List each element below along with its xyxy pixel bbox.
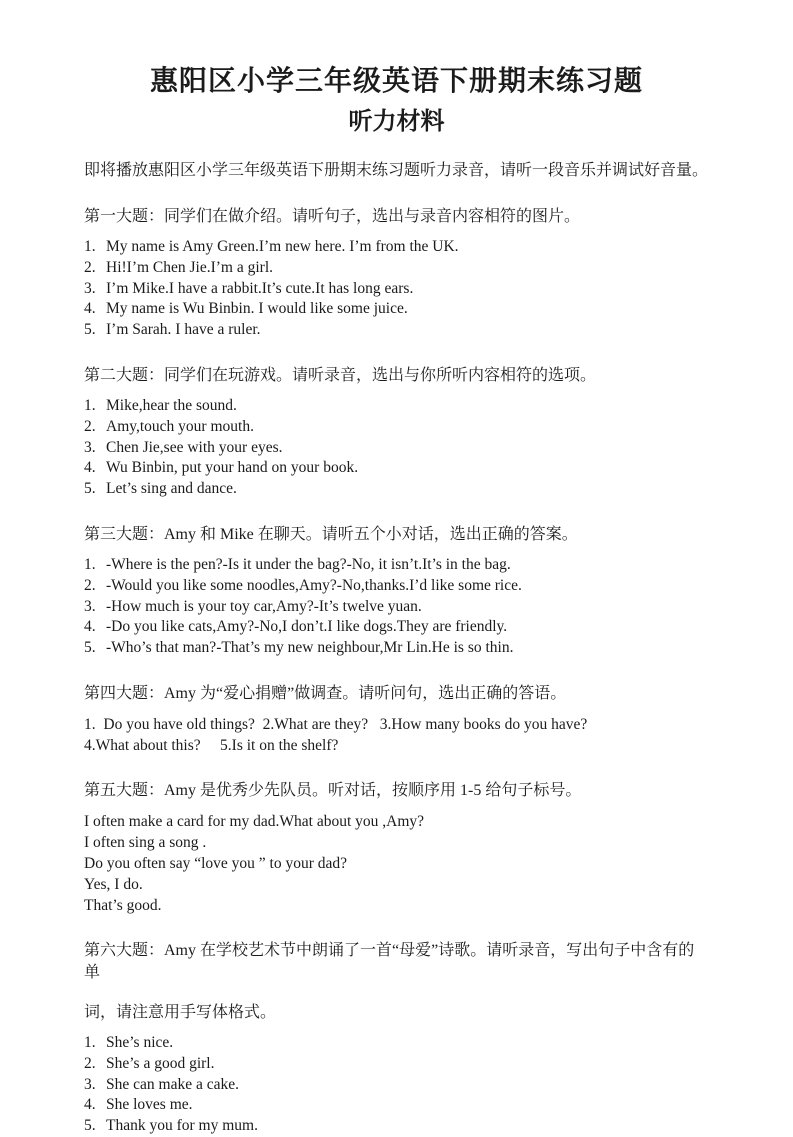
list-item-text: -Would you like some noodles,Amy?-No,thanks.I’d like some rice. [106, 576, 522, 594]
list-item-text: Thank you for my mum. [106, 1117, 258, 1135]
intro-paragraph: 即将播放惠阳区小学三年级英语下册期末练习题听力录音，请听一段音乐并调试好音量。 [84, 162, 709, 179]
list-item-number: 2. [84, 258, 96, 276]
list-item [84, 438, 709, 459]
list-item-number: 1. [84, 1033, 96, 1051]
list-item-number: 5. [84, 639, 96, 657]
dialog-line: Yes, I do. [84, 875, 143, 893]
list-item-number: 2. [84, 417, 96, 435]
list-item [84, 1095, 709, 1116]
section-5-heading: 第五大题：Amy 是优秀少先队员。听对话，按顺序用 1-5 给句子标号。 [84, 781, 582, 799]
list-item [84, 299, 709, 320]
section-3 [84, 524, 709, 659]
list-item-text: She’s nice. [106, 1033, 174, 1051]
list-item-text: Amy,touch your mouth. [106, 417, 254, 435]
list-item-number: 3. [84, 597, 96, 615]
question-line: 1. Do you have old things? 2.What are they? 3.How many books do you have? [84, 715, 588, 733]
list-item [84, 258, 709, 279]
list-item [84, 417, 709, 438]
list-item [84, 638, 709, 659]
list-item-text: Mike,hear the sound. [106, 396, 237, 414]
section-5-lines [84, 811, 709, 916]
dialog-line: I often make a card for my dad.What about you ,Amy? [84, 812, 425, 830]
section-2-list [84, 396, 709, 500]
section-6-heading-line-1: 第六大题：Amy 在学校艺术节中朗诵了一首“母爱”诗歌。请听录音，写出句子中含有的单 [84, 941, 695, 981]
list-item-number: 5. [84, 321, 96, 339]
list-item-text: My name is Wu Binbin. I would like some juice. [106, 300, 408, 318]
section-5 [84, 780, 709, 916]
list-item-number: 4. [84, 618, 96, 636]
list-item [84, 555, 709, 576]
list-item-text: She loves me. [106, 1096, 193, 1114]
list-item-text: -Where is the pen?-Is it under the bag?-No, it isn’t.It’s in the bag. [106, 555, 511, 573]
list-item-number: 4. [84, 300, 96, 318]
list-item-number: 3. [84, 1075, 96, 1093]
list-item-number: 1. [84, 396, 96, 414]
page-subtitle: 听力材料 [348, 108, 445, 135]
dialog-line: I often sing a song . [84, 833, 207, 851]
section-6 [84, 940, 709, 1137]
list-item-text: Let’s sing and dance. [106, 480, 237, 498]
section-1 [84, 206, 709, 341]
list-item-text: Chen Jie,see with your eyes. [106, 438, 283, 456]
list-item-number: 3. [84, 438, 96, 456]
list-item-number: 1. [84, 555, 96, 573]
list-item-text: -Who’s that man?-That’s my new neighbour,Mr Lin.He is so thin. [106, 639, 514, 657]
section-3-list [84, 555, 709, 659]
section-4-lines [84, 714, 709, 756]
dialog-line: That’s good. [84, 896, 162, 914]
list-item-number: 2. [84, 576, 96, 594]
list-item [84, 1075, 709, 1096]
list-item-text: My name is Amy Green.I’m new here. I’m from the UK. [106, 238, 459, 255]
list-item-text: -How much is your toy car,Amy?-It’s twelve yuan. [106, 597, 422, 615]
list-item-number: 5. [84, 1117, 96, 1135]
list-item-text: She can make a cake. [106, 1075, 239, 1093]
list-item-text: She’s a good girl. [106, 1054, 215, 1072]
list-item-number: 1. [84, 238, 96, 255]
list-item-number: 4. [84, 1096, 96, 1114]
list-item-text: -Do you like cats,Amy?-No,I don’t.I like dogs.They are friendly. [106, 618, 508, 636]
list-item [84, 396, 709, 417]
list-item-text: Wu Binbin, put your hand on your book. [106, 459, 359, 477]
question-line: 4.What about this? 5.Is it on the shelf? [84, 736, 339, 754]
section-4 [84, 683, 709, 756]
list-item [84, 320, 709, 341]
section-1-heading: 第一大题：同学们在做介绍。请听句子，选出与录音内容相符的图片。 [84, 208, 581, 225]
list-item-number: 5. [84, 480, 96, 498]
section-2 [84, 365, 709, 500]
list-item [84, 458, 709, 479]
section-4-heading: 第四大题：Amy 为“爱心捐赠”做调查。请听问句，选出正确的答语。 [84, 684, 567, 702]
section-6-list [84, 1033, 709, 1137]
list-item-text: I’m Mike.I have a rabbit.It’s cute.It has long ears. [106, 279, 414, 297]
dialog-line: Do you often say “love you ” to your dad? [84, 854, 348, 872]
list-item [84, 279, 709, 300]
list-item [84, 479, 709, 500]
list-item-number: 3. [84, 279, 96, 297]
list-item-number: 2. [84, 1054, 96, 1072]
list-item-number: 4. [84, 459, 96, 477]
list-item [84, 237, 709, 258]
list-item [84, 576, 709, 597]
section-6-heading-line-2: 词，请注意用手写体格式。 [84, 1003, 277, 1021]
list-item [84, 617, 709, 638]
list-item [84, 597, 709, 618]
list-item-text: I’m Sarah. I have a ruler. [106, 321, 261, 339]
section-3-heading: 第三大题：Amy 和 Mike 在聊天。请听五个小对话，选出正确的答案。 [84, 525, 578, 543]
section-1-list [84, 237, 709, 341]
section-2-heading: 第二大题：同学们在玩游戏。请听录音，选出与你所听内容相符的选项。 [84, 366, 597, 384]
list-item [84, 1054, 709, 1075]
list-item [84, 1033, 709, 1054]
list-item-text: Hi!I’m Chen Jie.I’m a girl. [106, 258, 274, 276]
list-item [84, 1116, 709, 1137]
page-title: 惠阳区小学三年级英语下册期末练习题 [149, 65, 643, 96]
